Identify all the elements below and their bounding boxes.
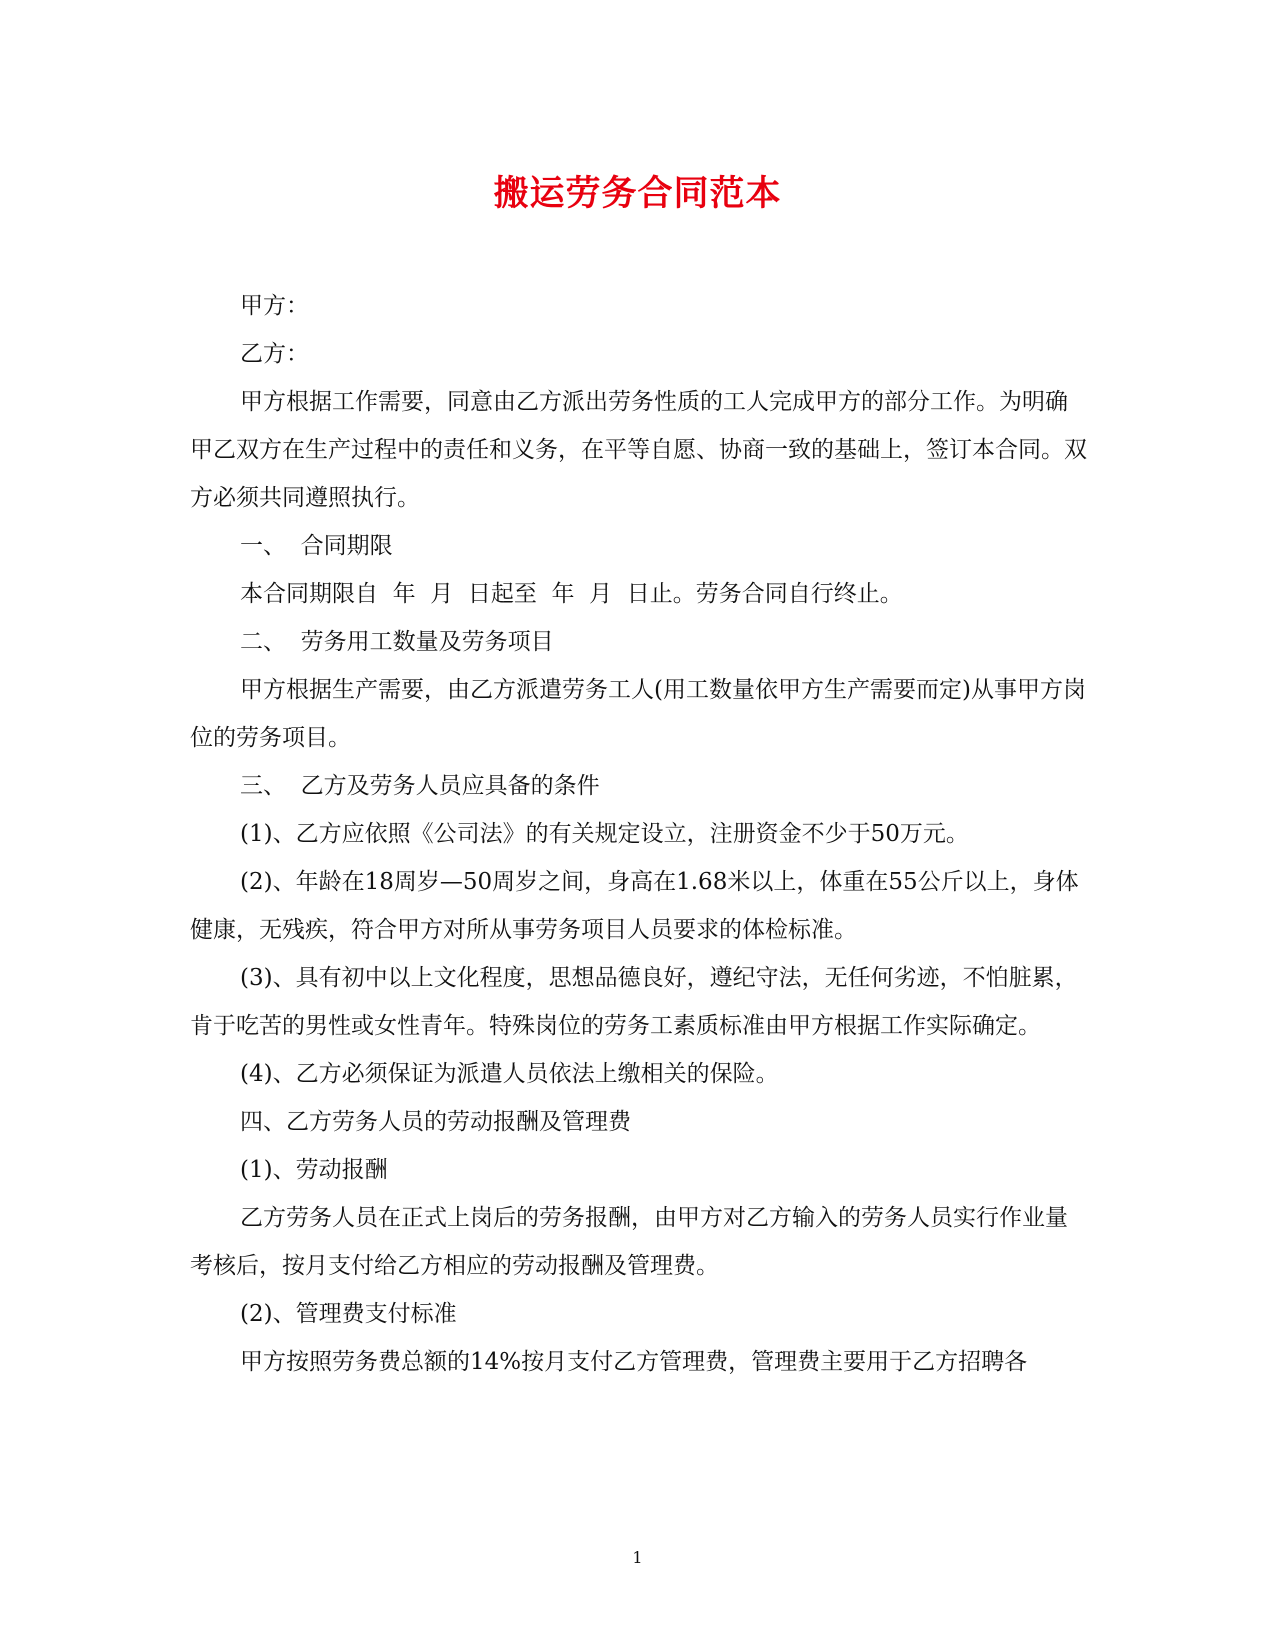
management-fee-paragraph: 甲方按照劳务费总额的14%按月支付乙方管理费，管理费主要用于乙方招聘各 xyxy=(240,1349,1028,1375)
condition-item-2: (2)、年龄在18周岁—50周岁之间，身高在1.68米以上，体重在55公斤以上，身体健康，无残疾，符合甲方对所从事劳务项目人员要求的体检标准。 xyxy=(190,869,1079,943)
term-paragraph: 本合同期限自 年 月 日起至 年 月 日止。劳务合同自行终止。 xyxy=(240,581,903,607)
section-heading-remuneration: 四、乙方劳务人员的劳动报酬及管理费 xyxy=(240,1109,631,1135)
condition-item-1: (1)、乙方应依照《公司法》的有关规定设立，注册资金不少于50万元。 xyxy=(240,821,969,847)
intro-paragraph: 甲方根据工作需要，同意由乙方派出劳务性质的工人完成甲方的部分工作。为明确甲乙双方在生产过程中的责任和义务，在平等自愿、协商一致的基础上，签订本合同。双方必须共同遵照执行。 xyxy=(190,389,1087,511)
subheading-remuneration: (1)、劳动报酬 xyxy=(240,1157,388,1183)
condition-item-3: (3)、具有初中以上文化程度，思想品德良好，遵纪守法，无任何劣迹，不怕脏累，肯于吃苦的男性或女性青年。特殊岗位的劳务工素质标准由甲方根据工作实际确定。 xyxy=(190,965,1078,1039)
section-heading-labor-items: 二、 劳务用工数量及劳务项目 xyxy=(240,629,554,655)
document-title: 搬运劳务合同范本 xyxy=(493,173,782,214)
section-heading-term: 一、 合同期限 xyxy=(240,533,393,559)
subheading-management-fee: (2)、管理费支付标准 xyxy=(240,1301,457,1327)
party-a-line: 甲方： xyxy=(240,293,309,319)
condition-item-4: (4)、乙方必须保证为派遣人员依法上缴相关的保险。 xyxy=(240,1061,779,1087)
document-body xyxy=(190,282,1090,1386)
page-number: 1 xyxy=(632,1548,643,1567)
remuneration-paragraph: 乙方劳务人员在正式上岗后的劳务报酬，由甲方对乙方输入的劳务人员实行作业量考核后，按月支付给乙方相应的劳动报酬及管理费。 xyxy=(190,1205,1068,1279)
party-b-line: 乙方： xyxy=(240,341,309,367)
section-heading-conditions: 三、 乙方及劳务人员应具备的条件 xyxy=(240,773,600,799)
labor-items-paragraph: 甲方根据生产需要，由乙方派遣劳务工人(用工数量依甲方生产需要而定)从事甲方岗位的劳务项目。 xyxy=(190,677,1086,751)
